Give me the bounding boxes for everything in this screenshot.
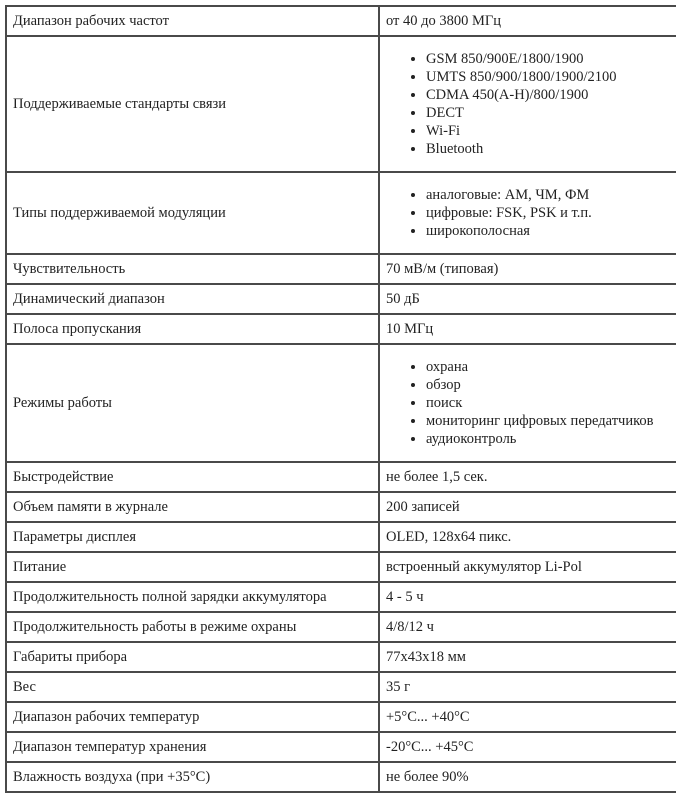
list-item: • мониторинг цифровых передатчиков (426, 412, 676, 430)
row-value-list (379, 36, 676, 172)
table-row (6, 254, 676, 284)
row-label: Полоса пропускания (6, 314, 379, 344)
table-row (6, 314, 676, 344)
list-item: • Wi-Fi (426, 122, 676, 140)
row-label: Режимы работы (6, 344, 379, 462)
row-value-list (379, 172, 676, 254)
list-item: • аналоговые: АМ, ЧМ, ФМ (426, 186, 676, 204)
row-value: OLED, 128x64 пикс. (379, 522, 676, 552)
row-value: от 40 до 3800 МГц (379, 6, 676, 36)
bullet-list (386, 358, 676, 448)
row-value: 77x43x18 мм (379, 642, 676, 672)
row-value: 10 МГц (379, 314, 676, 344)
row-label: Продолжительность работы в режиме охраны (6, 612, 379, 642)
row-value: 70 мВ/м (типовая) (379, 254, 676, 284)
row-label: Диапазон температур хранения (6, 732, 379, 762)
table-row (6, 284, 676, 314)
row-label: Динамический диапазон (6, 284, 379, 314)
row-value: 50 дБ (379, 284, 676, 314)
row-value: 200 записей (379, 492, 676, 522)
table-row (6, 612, 676, 642)
list-item: • UMTS 850/900/1800/1900/2100 (426, 68, 676, 86)
bullet-list (386, 186, 676, 240)
row-value-list (379, 344, 676, 462)
row-label: Влажность воздуха (при +35°С) (6, 762, 379, 792)
list-item: • широкополосная (426, 222, 676, 240)
table-row (6, 522, 676, 552)
row-label: Объем памяти в журнале (6, 492, 379, 522)
list-item: • аудиоконтроль (426, 430, 676, 448)
row-value: встроенный аккумулятор Li-Pol (379, 552, 676, 582)
table-row (6, 462, 676, 492)
list-item: • Bluetooth (426, 140, 676, 158)
row-label: Диапазон рабочих температур (6, 702, 379, 732)
table-row (6, 36, 676, 172)
list-item: • DECT (426, 104, 676, 122)
row-value: не более 1,5 сек. (379, 462, 676, 492)
list-item: • цифровые: FSK, PSK и т.п. (426, 204, 676, 222)
row-label: Вес (6, 672, 379, 702)
list-item: • CDMA 450(A-H)/800/1900 (426, 86, 676, 104)
list-item: • обзор (426, 376, 676, 394)
table-row (6, 552, 676, 582)
row-value: +5°С... +40°С (379, 702, 676, 732)
bullet-list (386, 50, 676, 158)
row-label: Диапазон рабочих частот (6, 6, 379, 36)
table-row (6, 492, 676, 522)
row-label: Поддерживаемые стандарты связи (6, 36, 379, 172)
spec-table (5, 5, 676, 793)
table-row (6, 6, 676, 36)
row-label: Чувствительность (6, 254, 379, 284)
list-item: • охрана (426, 358, 676, 376)
row-value: 4/8/12 ч (379, 612, 676, 642)
table-row (6, 582, 676, 612)
table-row (6, 672, 676, 702)
row-label: Габариты прибора (6, 642, 379, 672)
table-row (6, 762, 676, 792)
row-value: 35 г (379, 672, 676, 702)
list-item: • GSM 850/900E/1800/1900 (426, 50, 676, 68)
table-row (6, 702, 676, 732)
table-row (6, 642, 676, 672)
row-label: Продолжительность полной зарядки аккумулятора (6, 582, 379, 612)
table-row (6, 344, 676, 462)
row-value: не более 90% (379, 762, 676, 792)
table-row (6, 172, 676, 254)
row-value: 4 - 5 ч (379, 582, 676, 612)
row-label: Питание (6, 552, 379, 582)
list-item: • поиск (426, 394, 676, 412)
row-value: -20°С... +45°С (379, 732, 676, 762)
row-label: Типы поддерживаемой модуляции (6, 172, 379, 254)
table-row (6, 732, 676, 762)
row-label: Быстродействие (6, 462, 379, 492)
row-label: Параметры дисплея (6, 522, 379, 552)
